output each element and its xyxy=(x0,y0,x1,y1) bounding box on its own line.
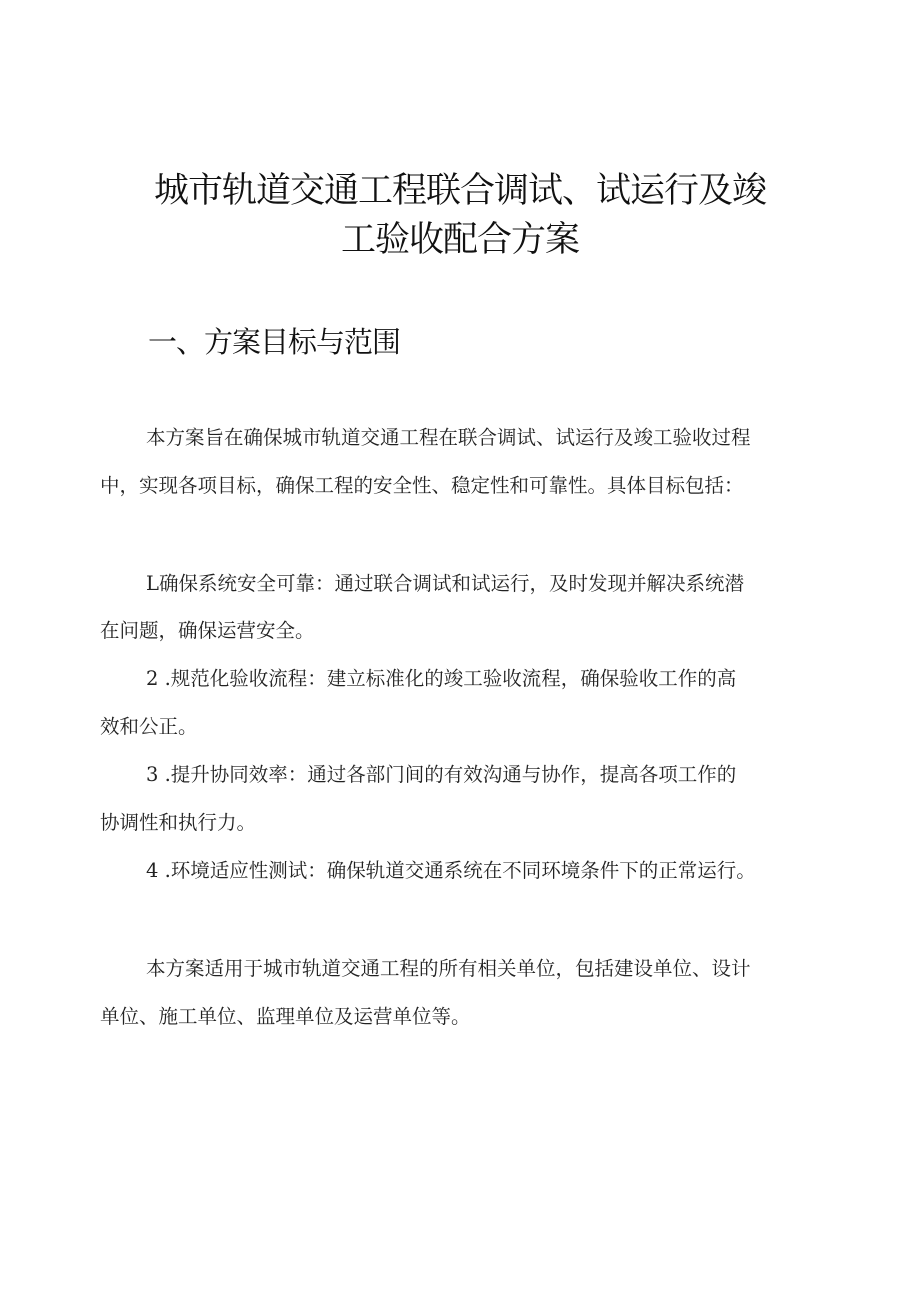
section-heading: 一、方案目标与范围 xyxy=(148,325,401,359)
list-item-1-line1: L确保系统安全可靠：通过联合调试和试运行，及时发现并解决系统潜 xyxy=(146,572,744,595)
intro-paragraph-line2: 中，实现各项目标，确保工程的安全性、稳定性和可靠性。具体目标包括： xyxy=(100,474,744,497)
document-title-line1: 城市轨道交通工程联合调试、试运行及竣 xyxy=(153,171,766,211)
list-item-3-line1: 3 .提升协同效率：通过各部门间的有效沟通与协作，提高各项工作的 xyxy=(146,763,737,786)
list-item-2-line1: 2 .规范化验收流程：建立标准化的竣工验收流程，确保验收工作的高 xyxy=(146,667,737,690)
scope-paragraph-line1: 本方案适用于城市轨道交通工程的所有相关单位，包括建设单位、设计 xyxy=(146,957,751,980)
scope-paragraph-line2: 单位、施工单位、监理单位及运营单位等。 xyxy=(100,1005,471,1028)
list-item-4-line1: 4 .环境适应性测试：确保轨道交通系统在不同环境条件下的正常运行。 xyxy=(146,859,756,882)
list-item-1-line2: 在问题，确保运营安全。 xyxy=(100,619,315,642)
document-title-line2: 工验收配合方案 xyxy=(340,220,579,260)
intro-paragraph-line1: 本方案旨在确保城市轨道交通工程在联合调试、试运行及竣工验收过程 xyxy=(146,426,751,449)
list-item-3-line2: 协调性和执行力。 xyxy=(100,811,257,834)
list-item-2-line2: 效和公正。 xyxy=(100,715,198,738)
